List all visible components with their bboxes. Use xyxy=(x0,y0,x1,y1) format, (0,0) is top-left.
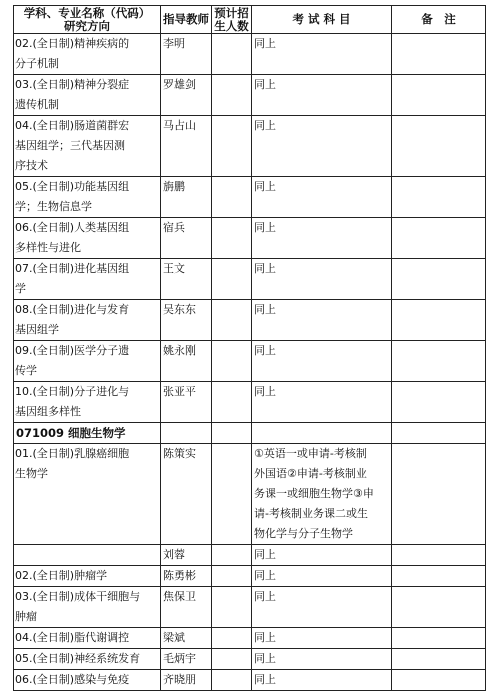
exam-cell xyxy=(252,341,392,382)
exam-cell xyxy=(252,545,392,566)
header-subject xyxy=(14,6,161,34)
table-row xyxy=(14,545,486,566)
exam-cell xyxy=(252,259,392,300)
exam-line: 同上 xyxy=(254,590,276,603)
section-title: 071009 细胞生物学 xyxy=(14,423,161,444)
exam-line: 同上 xyxy=(254,262,276,275)
direction-cell xyxy=(14,444,161,545)
supervisor-cell: 梁斌 xyxy=(161,628,212,649)
direction-line: 生物学 xyxy=(15,467,48,480)
header-exam: 考 试 科 目 xyxy=(252,6,392,34)
direction-cell xyxy=(14,670,161,691)
exam-cell xyxy=(252,75,392,116)
remarks-cell xyxy=(392,545,486,566)
exam-line: 物化学与分子生物学 xyxy=(254,527,353,540)
exam-cell xyxy=(252,628,392,649)
table-row xyxy=(14,177,486,218)
remarks-cell xyxy=(392,423,486,444)
header-supervisor: 指导教师 xyxy=(161,6,212,34)
exam-cell xyxy=(252,587,392,628)
exam-cell xyxy=(252,116,392,177)
direction-cell xyxy=(14,259,161,300)
direction-line: 06.(全日制)人类基因组 xyxy=(15,221,130,234)
exam-cell xyxy=(252,300,392,341)
direction-cell xyxy=(14,566,161,587)
direction-line: 基因组学；三代基因测 xyxy=(15,139,125,152)
table-row xyxy=(14,300,486,341)
remarks-cell xyxy=(392,341,486,382)
direction-line: 传学 xyxy=(15,364,37,377)
direction-cell xyxy=(14,649,161,670)
direction-line: 学 xyxy=(15,282,26,295)
exam-line: 同上 xyxy=(254,78,276,91)
remarks-cell xyxy=(392,628,486,649)
exam-cell xyxy=(252,444,392,545)
table-row xyxy=(14,75,486,116)
remarks-cell xyxy=(392,670,486,691)
enrollment-cell xyxy=(212,300,252,341)
enrollment-cell xyxy=(212,177,252,218)
table-row xyxy=(14,34,486,75)
table-row xyxy=(14,566,486,587)
table-body xyxy=(14,34,486,691)
direction-cell xyxy=(14,177,161,218)
enrollment-cell xyxy=(212,545,252,566)
supervisor-cell: 陈勇彬 xyxy=(161,566,212,587)
exam-cell xyxy=(252,177,392,218)
remarks-cell xyxy=(392,34,486,75)
exam-cell xyxy=(252,382,392,423)
exam-cell xyxy=(252,670,392,691)
direction-line: 08.(全日制)进化与发育 xyxy=(15,303,130,316)
direction-line: 序技术 xyxy=(15,159,48,172)
remarks-cell xyxy=(392,218,486,259)
table-row xyxy=(14,341,486,382)
exam-line: 同上 xyxy=(254,221,276,234)
direction-line: 02.(全日制)肿瘤学 xyxy=(15,569,108,582)
remarks-cell xyxy=(392,177,486,218)
enrollment-cell xyxy=(212,34,252,75)
exam-cell xyxy=(252,423,392,444)
exam-line: 同上 xyxy=(254,652,276,665)
remarks-cell xyxy=(392,649,486,670)
direction-line: 06.(全日制)感染与免疫 xyxy=(15,673,130,686)
supervisor-cell: 马占山 xyxy=(161,116,212,177)
remarks-cell xyxy=(392,259,486,300)
enrollment-cell xyxy=(212,444,252,545)
enrollment-cell xyxy=(212,628,252,649)
exam-line: 同上 xyxy=(254,673,276,686)
remarks-cell xyxy=(392,75,486,116)
table-row xyxy=(14,218,486,259)
direction-line: 05.(全日制)神经系统发育 xyxy=(15,652,141,665)
direction-line: 肿瘤 xyxy=(15,610,37,623)
direction-line: 基因组多样性 xyxy=(15,405,81,418)
enrollment-cell xyxy=(212,259,252,300)
supervisor-cell: 毛炳宇 xyxy=(161,649,212,670)
enrollment-cell xyxy=(212,670,252,691)
direction-line: 07.(全日制)进化基因组 xyxy=(15,262,130,275)
enrollment-cell xyxy=(212,649,252,670)
exam-cell xyxy=(252,218,392,259)
exam-line: 同上 xyxy=(254,344,276,357)
direction-line: 05.(全日制)功能基因组 xyxy=(15,180,130,193)
table-row xyxy=(14,444,486,545)
exam-cell xyxy=(252,649,392,670)
direction-cell xyxy=(14,34,161,75)
direction-cell xyxy=(14,545,161,566)
direction-cell xyxy=(14,75,161,116)
header-enrollment xyxy=(212,6,252,34)
header-subject-line1: 学科、专业名称（代码） xyxy=(23,5,151,20)
supervisor-cell: 旃鹏 xyxy=(161,177,212,218)
direction-cell xyxy=(14,587,161,628)
remarks-cell xyxy=(392,382,486,423)
supervisor-cell: 吴东东 xyxy=(161,300,212,341)
header-enrollment-line1: 预计招 xyxy=(214,5,249,20)
direction-line: 04.(全日制)脂代谢调控 xyxy=(15,631,130,644)
exam-line: 同上 xyxy=(254,548,276,561)
supervisor-cell xyxy=(161,423,212,444)
exam-line: 同上 xyxy=(254,180,276,193)
admissions-table xyxy=(13,5,486,691)
table-row xyxy=(14,670,486,691)
direction-cell xyxy=(14,341,161,382)
supervisor-cell: 刘蓉 xyxy=(161,545,212,566)
direction-line xyxy=(15,545,158,565)
exam-line: 同上 xyxy=(254,37,276,50)
remarks-cell xyxy=(392,116,486,177)
direction-line: 分子机制 xyxy=(15,57,59,70)
remarks-cell xyxy=(392,587,486,628)
supervisor-cell: 齐晓朋 xyxy=(161,670,212,691)
direction-line: 学；生物信息学 xyxy=(15,200,92,213)
remarks-cell xyxy=(392,300,486,341)
direction-cell xyxy=(14,218,161,259)
remarks-cell xyxy=(392,566,486,587)
direction-line: 基因组学 xyxy=(15,323,59,336)
direction-line: 10.(全日制)分子进化与 xyxy=(15,385,130,398)
direction-line: 02.(全日制)精神疾病的 xyxy=(15,37,130,50)
enrollment-cell xyxy=(212,218,252,259)
enrollment-cell xyxy=(212,587,252,628)
enrollment-cell xyxy=(212,423,252,444)
direction-line: 遗传机制 xyxy=(15,98,59,111)
header-row xyxy=(14,6,486,34)
direction-cell xyxy=(14,300,161,341)
direction-line: 03.(全日制)成体干细胞与 xyxy=(15,590,141,603)
header-subject-line2: 研究方向 xyxy=(64,18,110,33)
enrollment-cell xyxy=(212,382,252,423)
direction-cell xyxy=(14,628,161,649)
direction-line: 03.(全日制)精神分裂症 xyxy=(15,78,130,91)
direction-line: 09.(全日制)医学分子遗 xyxy=(15,344,130,357)
supervisor-cell: 姚永刚 xyxy=(161,341,212,382)
enrollment-cell xyxy=(212,566,252,587)
exam-line: 同上 xyxy=(254,119,276,132)
supervisor-cell: 陈策实 xyxy=(161,444,212,545)
exam-line: 同上 xyxy=(254,303,276,316)
direction-line: 01.(全日制)乳腺癌细胞 xyxy=(15,447,130,460)
supervisor-cell: 宿兵 xyxy=(161,218,212,259)
exam-line: 务课一或细胞生物学③申 xyxy=(254,487,374,500)
table-row xyxy=(14,116,486,177)
supervisor-cell: 王文 xyxy=(161,259,212,300)
direction-cell xyxy=(14,382,161,423)
enrollment-cell xyxy=(212,341,252,382)
enrollment-cell xyxy=(212,75,252,116)
supervisor-cell: 李明 xyxy=(161,34,212,75)
section-row xyxy=(14,423,486,444)
exam-line: 同上 xyxy=(254,569,276,582)
table-row xyxy=(14,587,486,628)
direction-line: 多样性与进化 xyxy=(15,241,81,254)
supervisor-cell: 罗雄剑 xyxy=(161,75,212,116)
header-remarks: 备 注 xyxy=(392,6,486,34)
supervisor-cell: 焦保卫 xyxy=(161,587,212,628)
enrollment-cell xyxy=(212,116,252,177)
exam-line: 同上 xyxy=(254,631,276,644)
exam-line: 请-考核制业务课二或生 xyxy=(254,507,368,520)
exam-line: 外国语②申请-考核制业 xyxy=(254,467,367,480)
exam-line: 同上 xyxy=(254,385,276,398)
exam-cell xyxy=(252,34,392,75)
supervisor-cell: 张亚平 xyxy=(161,382,212,423)
table-row xyxy=(14,259,486,300)
exam-line: ①英语一或申请-考核制 xyxy=(254,447,367,460)
direction-cell xyxy=(14,116,161,177)
direction-line: 04.(全日制)肠道菌群宏 xyxy=(15,119,130,132)
exam-cell xyxy=(252,566,392,587)
table-row xyxy=(14,649,486,670)
remarks-cell xyxy=(392,444,486,545)
table-row xyxy=(14,628,486,649)
header-enrollment-line2: 生人数 xyxy=(214,18,249,33)
table-row xyxy=(14,382,486,423)
